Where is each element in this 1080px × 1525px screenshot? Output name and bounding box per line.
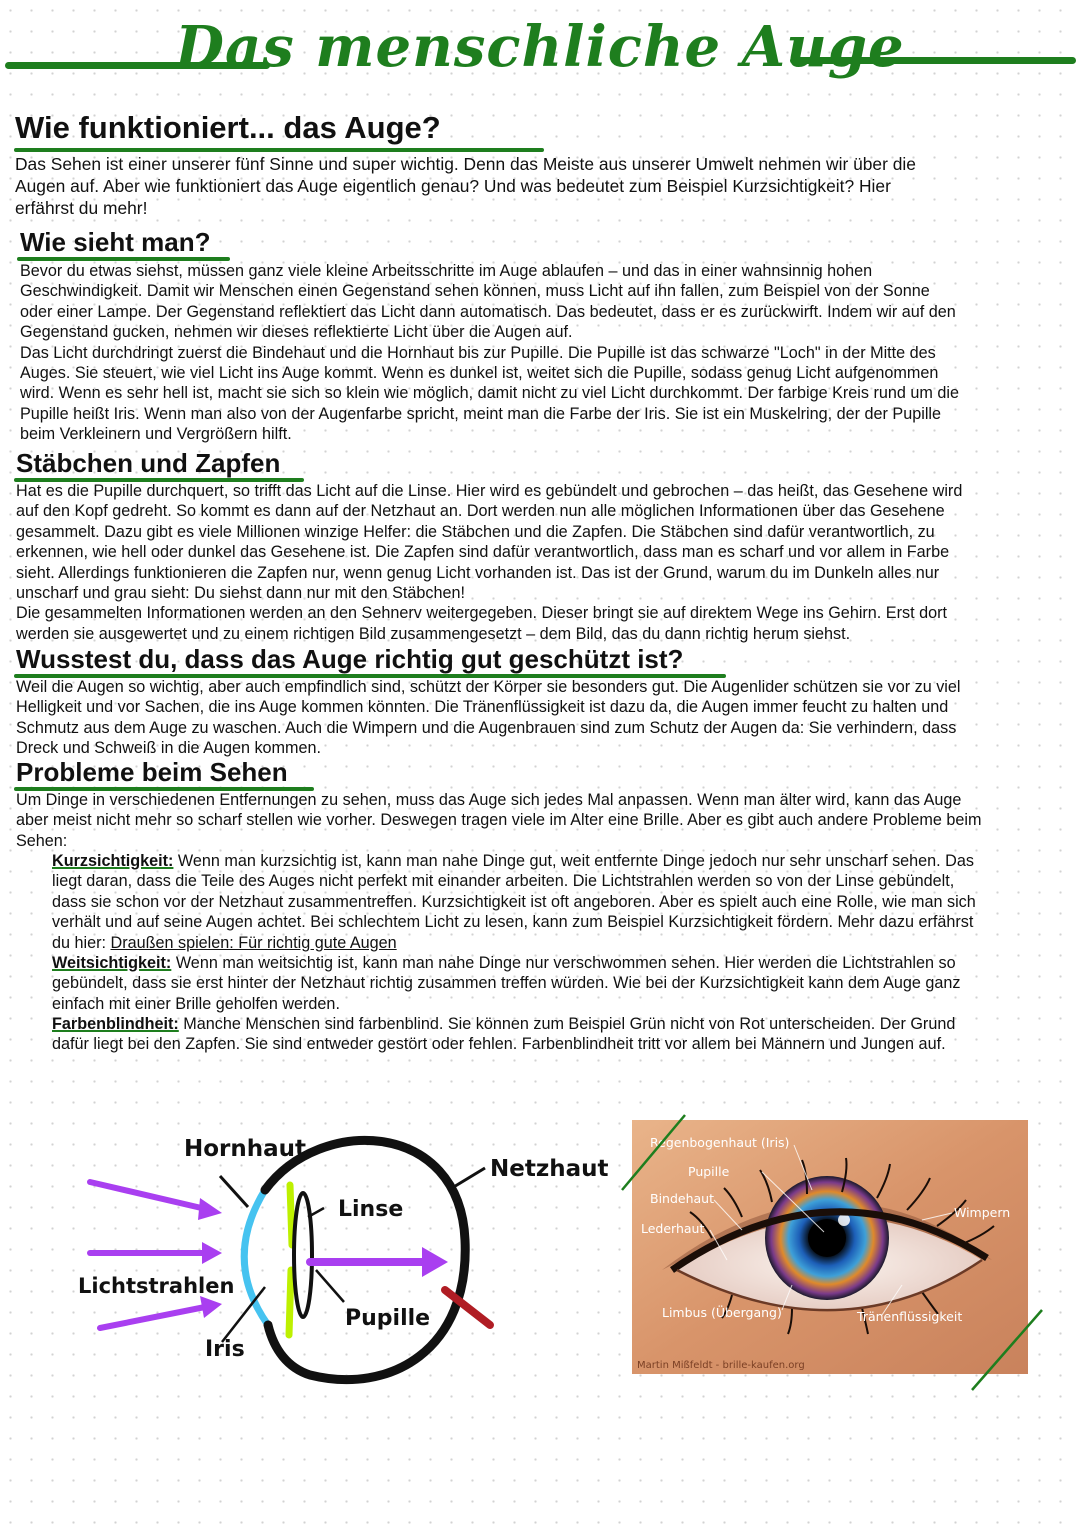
label-hornhaut: Hornhaut	[184, 1136, 307, 1162]
photo-label-wimpern: Wimpern	[954, 1205, 1011, 1220]
label-netzhaut: Netzhaut	[490, 1156, 609, 1182]
section-heading-schutz: Wusstest du, dass das Auge richtig gut geschützt ist?	[16, 644, 684, 674]
label-pupille: Pupille	[345, 1306, 431, 1331]
section-text-staebchen: Hat es die Pupille durchquert, so trifft das Licht auf die Linse. Hier wird es gebündelt und gebrochen – das heißt, das Gesehene wird auf den Kopf gedreht. So kommt es dann auf der Netzhaut an. Dort werden nun alle möglichen Informationen über das Gesehene gesammelt. Dazu gibt es viele Millionen winzige Helfer: die Stäbchen und die Zapfen. Die Stäbchen sind dafür verantwortlich, zu erkennen, wie hell oder dunkel das Gesehene ist. Die Zapfen sind dafür verantwortlich, dass man es scharf und vor allem in Farbe sieht. Allerdings funktionieren die Zapfen nur, wenn genug Licht vorhanden ist. Das ist der Grund, warum du im Dunkeln alles nur unscharf und grau sieht: Du siehst dann nur mit den Stäbchen! Die gesammelten Informationen werden an den Sehnerv weitergegeben. Dieser bringt sie auf direktem Wege ins Gehirn. Erst dort werden sie ausgewertet und zu einem richtigen Bild zusammengesetzt – dem Bild, das du dann richtig herum siehst.	[16, 482, 963, 643]
section-text-sehen: Bevor du etwas siehst, müssen ganz viele kleine Arbeitsschritte im Auge ablaufen – und das in einer wahnsinnig hohen Geschwindigkeit. Damit wir Menschen einen Gegenstand sehen können, muss Licht auf ihn fallen, zum Beispiel von der Sonne oder einer Lampe. Der Gegenstand reflektiert das Licht dann automatisch. Das bedeutet, dass er es zurückwirft. Indem wir auf den Gegenstand gucken, nehmen wir dieses reflektierte Licht über die Augen auf. Das Licht durchdringt zuerst die Bindehaut und die Hornhaut bis zur Pupille. Die Pupille ist das schwarze "Loch" in der Mitte des Auges. Sie steuert, wie viel Licht ins Auge kommt. Wenn es dunkel ist, weitet sich die Pupille, sodass genug Licht aufgenommen wird. Wenn es sehr hell ist, macht sie sich so klein wie möglich, damit nicht zu viel Licht durchkommt. Der farbige Kreis rund um die Pupille heißt Iris. Wenn man also von der Augenfarbe spricht, meint man die Farbe der Iris. Sie ist ein Muskelring, der der Pupille beim Verkleinern und Vergrößern hilft.	[20, 262, 959, 444]
term-farbenblindheit: Farbenblindheit:	[52, 1015, 179, 1033]
iris-lower	[289, 1270, 291, 1335]
iris-upper	[290, 1185, 292, 1245]
label-linse: Linse	[338, 1197, 404, 1222]
text-weitsichtigkeit: Wenn man weitsichtig ist, kann man nahe Dinge nur verschwommen sehen. Hier werden die Lichtstrahlen so gebündelt, dass sie erst hinter der Netzhaut richtig zusammen treffen würden. Wie bei der Kurzsichtigkeit kann dem Auge ganz einfach mit einer Brille geholfen werden.	[52, 954, 961, 1013]
cornea-arc	[244, 1190, 268, 1325]
section-heading-staebchen: Stäbchen und Zapfen	[16, 448, 281, 478]
lens-shape	[294, 1193, 312, 1317]
section-heading-probleme: Probleme beim Sehen	[16, 757, 288, 787]
section-text-probleme: Um Dinge in verschiedenen Entfernungen zu sehen, muss das Auge sich jedes Mal anpassen. Wenn man älter wird, kann das Auge aber meist nicht mehr so scharf stellen wie vorher. Deswegen tragen viele im Alter eine Brille. Aber es gibt auch andere Probleme beim Sehen:	[16, 791, 982, 850]
inside-arrow-head	[422, 1247, 448, 1277]
light-ray-3	[100, 1306, 210, 1328]
text-kurzsichtigkeit: Wenn man kurzsichtig ist, kann man nahe Dinge gut, weit entfernte Dinge jedoch nur sehr unscharf sehen. Das liegt daran, dass die Teile des Auges nicht perfekt mit einander arbeiten. Die Lichtstrahlen werden so von der Linse gebündelt, dass sie schon vor der Netzhaut zusammentreffen. Kurzsichtigkeit ist oft angeboren. Aber es spielt auch eine Rolle, wie man sich verhält und auf seine Augen achtet. Bei schlechtem Licht zu lesen, kann zum Beispiel Kurzsichtigkeit fördern. Mehr dazu erfährst du hier:	[52, 852, 976, 952]
label-lichtstrahlen: Lichtstrahlen	[78, 1274, 235, 1298]
decorative-corner-lines	[600, 1105, 1050, 1405]
label-iris: Iris	[205, 1337, 245, 1362]
photo-label-lederhaut: Lederhaut	[641, 1221, 705, 1236]
text-farbenblindheit: Manche Menschen sind farbenblind. Sie können zum Beispiel Grün nicht von Rot unterscheiden. Der Grund dafür liegt bei den Zapfen. Sie sind entweder gestört oder fehlen. Farbenblindheit tritt vor allem bei Männern und Jungen auf.	[52, 1015, 956, 1054]
photo-label-traenen: Tränenflüssigkeit	[857, 1309, 963, 1324]
intro-heading: Wie funktioniert... das Auge?	[15, 110, 441, 145]
photo-credit: Martin Mißfeldt - brille-kaufen.org	[637, 1360, 805, 1371]
list-item-farbenblindheit	[52, 1014, 1077, 1055]
photo-label-bindehaut: Bindehaut	[650, 1191, 715, 1206]
eye-diagram	[60, 1110, 620, 1410]
term-weitsichtigkeit: Weitsichtigkeit:	[52, 954, 172, 972]
light-ray-1	[90, 1182, 210, 1210]
page-title: Das menschliche Auge	[175, 14, 905, 80]
list-item-kurzsichtigkeit	[52, 851, 1077, 953]
intro-heading-underline	[14, 148, 544, 152]
term-kurzsichtigkeit: Kurzsichtigkeit:	[52, 852, 174, 870]
list-item-weitsichtigkeit	[52, 953, 1077, 1014]
section-heading-sehen: Wie sieht man?	[20, 227, 211, 257]
section-text-schutz: Weil die Augen so wichtig, aber auch empfindlich sind, schützt der Körper sie besonders gut. Die Augenlider schützen sie vor zu viel Helligkeit und vor Sachen, die ins Auge kommen könnten. Die Tränenflüssigkeit ist dazu da, die Augen immer feucht zu halten und Schmutz aus dem Auge zu waschen. Auch die Wimpern und die Augenbrauen sind zum Schutz der Augen da: Sie verhindern, dass Dreck und Schweiß in die Augen kommen.	[16, 678, 961, 758]
link-draussen-spielen[interactable]: Draußen spielen: Für richtig gute Augen	[110, 933, 397, 952]
photo-label-limbus: Limbus (Übergang)	[662, 1305, 782, 1320]
intro-text: Das Sehen ist einer unserer fünf Sinne und super wichtig. Denn das Meiste aus unserer Umwelt nehmen wir über die Augen auf. Aber wie funktioniert das Auge eigentlich genau? Und was bedeutet zum Beispiel Kurzsichtigkeit? Hier erfährst du mehr!	[15, 154, 916, 218]
photo-label-regenbogenhaut: Regenbogenhaut (Iris)	[650, 1135, 790, 1150]
photo-label-pupille: Pupille	[688, 1164, 730, 1179]
